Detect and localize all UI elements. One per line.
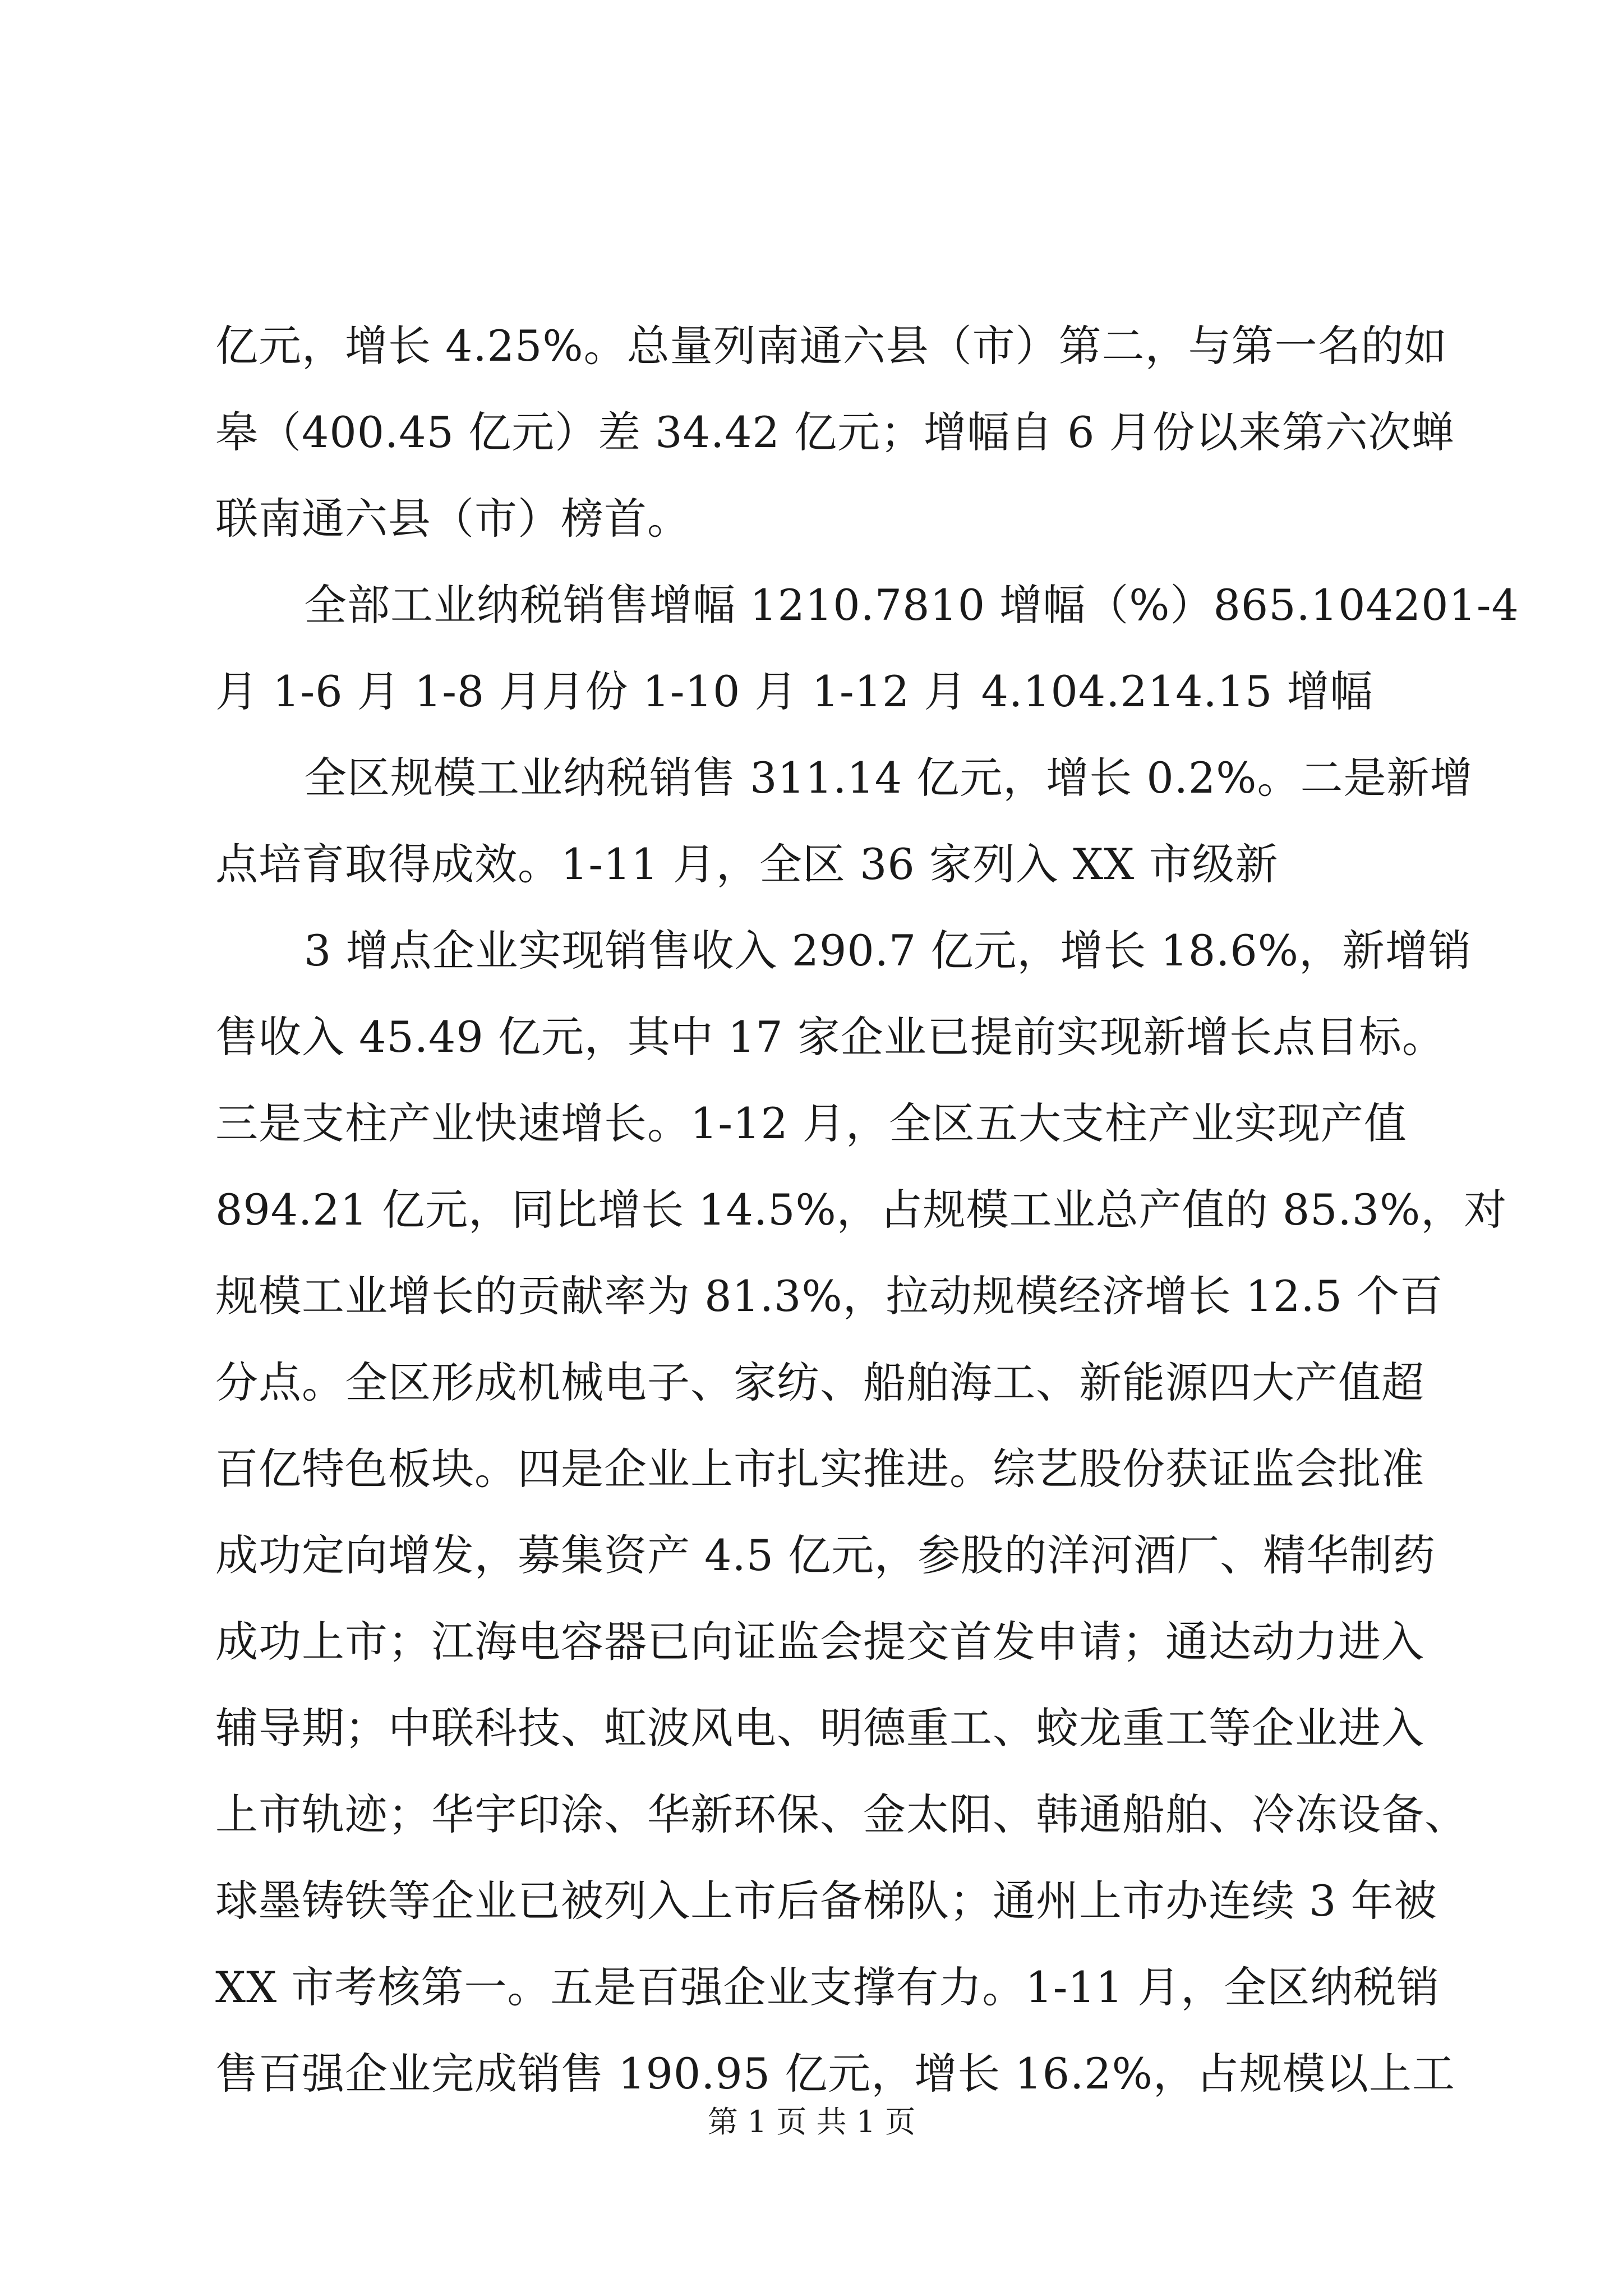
text-line: 售收入 45.49 亿元，其中 17 家企业已提前实现新增长点目标。 bbox=[215, 1012, 1445, 1062]
text-line: 辅导期；中联科技、虹波风电、明德重工、蛟龙重工等企业进入 bbox=[215, 1703, 1424, 1753]
text-line: 百亿特色板块。四是企业上市扎实推进。综艺股份获证监会批准 bbox=[215, 1444, 1424, 1494]
text-line: XX 市考核第一。五是百强企业支撑有力。1-11 月，全区纳税销 bbox=[215, 1962, 1440, 2012]
page-footer bbox=[0, 2102, 1623, 2142]
text-line: 点培育取得成效。1-11 月，全区 36 家列入 XX 市级新 bbox=[215, 839, 1279, 889]
text-line: 成功定向增发，募集资产 4.5 亿元，参股的洋河酒厂、精华制药 bbox=[215, 1530, 1436, 1580]
text-line: 894.21 亿元，同比增长 14.5%，占规模工业总产值的 85.3%，对 bbox=[215, 1185, 1507, 1235]
text-line: 规模工业增长的贡献率为 81.3%，拉动规模经济增长 12.5 个百 bbox=[215, 1271, 1444, 1321]
text-line: 联南通六县（市）榜首。 bbox=[215, 494, 690, 544]
paragraph-start-line: 全部工业纳税销售增幅 1210.7810 增幅（%）865.104201-4 bbox=[304, 580, 1519, 630]
text-line: 皋（400.45 亿元）差 34.42 亿元；增幅自 6 月份以来第六次蝉 bbox=[215, 407, 1455, 457]
body-text bbox=[215, 303, 1519, 2117]
paragraph-start-line: 3 增点企业实现销售收入 290.7 亿元，增长 18.6%，新增销 bbox=[304, 926, 1472, 976]
paragraph-start-line: 全区规模工业纳税销售 311.14 亿元，增长 0.2%。二是新增 bbox=[304, 753, 1473, 803]
text-line: 月 1-6 月 1-8 月月份 1-10 月 1-12 月 4.104.214.15 增幅 bbox=[215, 666, 1373, 716]
text-line: 分点。全区形成机械电子、家纺、船舶海工、新能源四大产值超 bbox=[215, 1358, 1424, 1407]
text-line: 售百强企业完成销售 190.95 亿元，增长 16.2%，占规模以上工 bbox=[215, 2049, 1455, 2099]
text-line: 上市轨迹；华宇印涂、华新环保、金太阳、韩通船舶、冷冻设备、 bbox=[215, 1789, 1468, 1839]
text-line: 成功上市；江海电容器已向证监会提交首发申请；通达动力进入 bbox=[215, 1617, 1424, 1667]
text-line: 三是支柱产业快速增长。1-12 月，全区五大支柱产业实现产值 bbox=[215, 1098, 1407, 1148]
text-line: 亿元，增长 4.25%。总量列南通六县（市）第二，与第一名的如 bbox=[215, 321, 1447, 371]
text-line: 球墨铸铁等企业已被列入上市后备梯队；通州上市办连续 3 年被 bbox=[215, 1876, 1437, 1926]
page-number-label: 第 1 页 共 1 页 bbox=[707, 2104, 916, 2139]
